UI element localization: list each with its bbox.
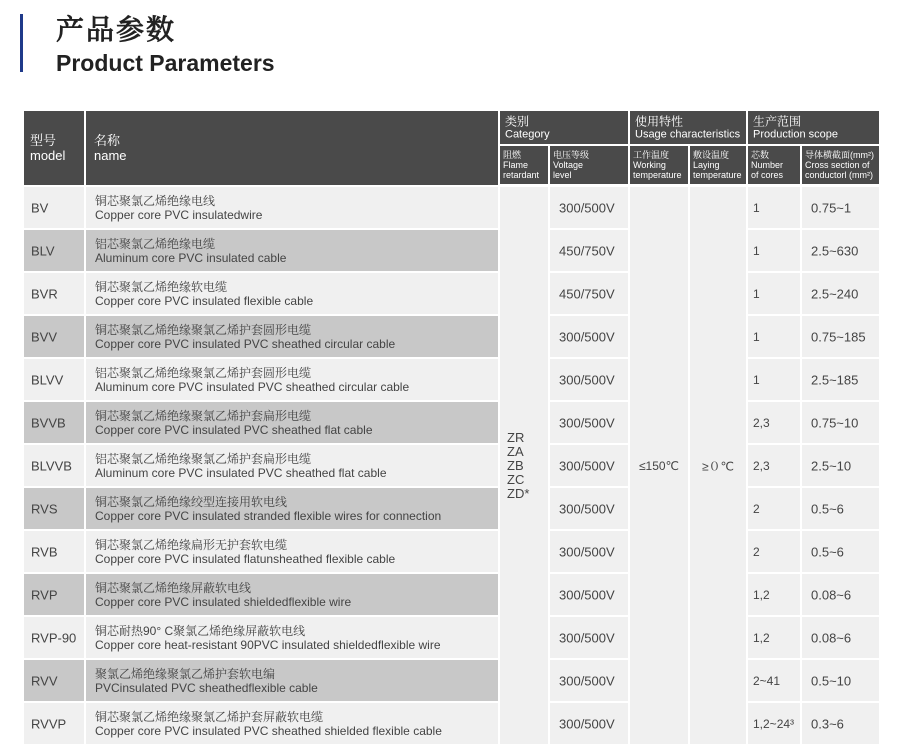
product-name [95,409,373,437]
table-row-model [24,187,84,228]
flame-code: ZC [507,471,525,487]
flame-code: ZD* [507,485,530,501]
cross-section: 0.3~6 [811,716,844,731]
table-row-model [24,617,84,658]
header-usage-cn: 使用特性 [635,114,684,128]
table-row-name [86,531,498,572]
table-row-voltage [550,488,628,529]
header-laying-en1: Laying [693,160,720,170]
table-row-section [802,660,879,701]
table-row-model [24,660,84,701]
voltage-level: 300/500V [559,501,615,516]
header-category [500,111,628,144]
header-voltage-en2: level [553,170,572,180]
header-working-en1: Working [633,160,666,170]
table-row-cores [748,488,800,529]
product-name-cn: 铜芯聚氯乙烯绝缘软电缆 [95,279,228,294]
header-section [802,146,879,184]
product-name [95,495,441,523]
table-row-name [86,273,498,314]
voltage-level: 300/500V [559,630,615,645]
header-category-label [505,115,550,140]
header-cores-cn: 芯数 [751,150,770,160]
voltage-level: 300/500V [559,200,615,215]
table-row-name [86,359,498,400]
product-name [95,667,318,695]
product-name [95,624,441,652]
table-row-cores [748,273,800,314]
table-row-model [24,402,84,443]
product-name-en: PVCinsulated PVC sheathedflexible cable [95,680,318,695]
model-code: RVVP [31,716,67,731]
model-code: BLVVB [31,458,72,473]
number-of-cores: 2~41 [753,673,781,688]
product-name-en: Copper core PVC insulated PVC sheathed circular cable [95,336,396,351]
table-row-model [24,273,84,314]
header-voltage [550,146,628,184]
table-row-section [802,488,879,529]
table-row-cores [748,703,800,744]
number-of-cores: 1 [753,329,760,344]
table-row-cores [748,531,800,572]
product-name-cn: 铜芯聚氯乙烯绝缘电线 [95,193,216,208]
working-temp-value: ≤150℃ [638,458,680,473]
header-production [748,111,879,144]
product-name-en: Copper core PVC insulated PVC sheathed shielded flexible cable [95,723,442,738]
header-section-cn: 导体横截面(mm²) [805,150,874,160]
product-name-en: Aluminum core PVC insulated cable [95,250,287,265]
voltage-level: 300/500V [559,329,615,344]
model-code: RVV [31,673,58,688]
table-row-cores [748,445,800,486]
table-row-voltage [550,574,628,615]
header-laying-label [693,150,742,180]
product-name-en: Aluminum core PVC insulated PVC sheathed flat cable [95,465,387,480]
voltage-level: 300/500V [559,458,615,473]
table-row-voltage [550,531,628,572]
table-row-section [802,445,879,486]
header-working-en2: temperature [633,170,682,180]
product-name-en: Copper core PVC insulatedwire [95,207,263,222]
table-row-name [86,574,498,615]
product-name-en: Aluminum core PVC insulated PVC sheathed circular cable [95,379,410,394]
model-code: RVP-90 [31,630,77,645]
cross-section: 2.5~240 [811,286,859,301]
table-row-name [86,703,498,744]
table-row-voltage [550,617,628,658]
table-row-name [86,187,498,228]
header-model [24,111,84,185]
header-production-cn: 生产范围 [753,114,802,128]
header-cores [748,146,800,184]
header-usage [630,111,746,144]
table-row-section [802,187,879,228]
flame-codes-list [507,431,529,501]
cross-section: 0.75~185 [811,329,866,344]
cross-section: 2.5~630 [811,243,859,258]
header-production-label [753,115,838,140]
table-row-cores [748,316,800,357]
voltage-level: 300/500V [559,716,615,731]
product-name-cn: 铜芯耐热90° C聚氯乙烯绝缘屏蔽软电线 [95,623,306,638]
table-row-model [24,574,84,615]
page-title-en: Product Parameters [56,50,275,76]
table-row-voltage [550,402,628,443]
header-section-en2: conductorl (mm²) [805,170,874,180]
table-row-cores [748,402,800,443]
table-row-cores [748,230,800,271]
model-code: BLVV [31,372,64,387]
product-name [95,581,351,609]
header-name-label [94,133,127,163]
number-of-cores: 2,3 [753,458,770,473]
title-accent-bar [20,14,23,72]
model-code: RVP [31,587,58,602]
header-name [86,111,498,185]
cross-section: 0.75~1 [811,200,852,215]
model-code: BLV [31,243,55,258]
header-usage-en: Usage characteristics [635,128,741,140]
voltage-level: 450/750V [559,286,615,301]
table-row-section [802,574,879,615]
table-row-model [24,703,84,744]
product-name [95,323,395,351]
table-row-name [86,230,498,271]
table-row-section [802,617,879,658]
voltage-level: 300/500V [559,372,615,387]
table-row-cores [748,574,800,615]
header-laying-en2: temperature [693,170,742,180]
table-row-section [802,230,879,271]
cross-section: 0.5~10 [811,673,852,688]
model-code: BVVB [31,415,66,430]
table-row-voltage [550,273,628,314]
table-row-model [24,531,84,572]
table-row-voltage [550,187,628,228]
header-working-cn: 工作温度 [633,150,670,160]
header-cores-en2: of cores [751,170,784,180]
number-of-cores: 2 [753,501,760,516]
table-row-model [24,488,84,529]
table-row-cores [748,660,800,701]
product-name [95,452,387,480]
table-row-model [24,445,84,486]
number-of-cores: 1 [753,372,760,387]
table-row-voltage [550,660,628,701]
table-row-section [802,703,879,744]
header-flame-cn: 阻燃 [503,150,522,160]
model-code: BVV [31,329,58,344]
number-of-cores: 2 [753,544,760,559]
table-row-cores [748,617,800,658]
product-name-cn: 铝芯聚氯乙烯绝缘聚氯乙烯护套扁形电缆 [95,451,312,466]
header-production-en: Production scope [753,128,838,140]
product-name-cn: 铝芯聚氯乙烯绝缘电缆 [95,236,216,251]
cross-section: 2.5~10 [811,458,852,473]
header-flame-en1: Flame [503,160,529,170]
model-code: BVR [31,286,58,301]
cross-section: 0.5~6 [811,501,844,516]
number-of-cores: 2,3 [753,415,770,430]
header-flame-en2: retardant [503,170,540,180]
voltage-level: 450/750V [559,243,615,258]
flame-retardant-codes [500,187,548,744]
working-temperature [630,187,688,744]
table-row-voltage [550,230,628,271]
table-row-section [802,402,879,443]
product-name [95,194,262,222]
table-row-section [802,316,879,357]
product-name-cn: 聚氯乙烯绝缘聚氯乙烯护套软电编 [95,666,276,681]
header-name-cn: 名称 [94,133,121,148]
table-row-name [86,660,498,701]
product-name [95,538,395,566]
model-code: RVS [31,501,58,516]
flame-code: ZB [507,457,524,473]
header-model-cn: 型号 [30,133,57,148]
header-category-cn: 类别 [505,114,530,128]
table-row-section [802,273,879,314]
table-row-voltage [550,316,628,357]
table-row-section [802,359,879,400]
header-laying [690,146,746,184]
header-voltage-label [553,150,589,180]
product-name [95,366,409,394]
header-model-en: model [30,148,66,163]
product-name-en: Copper core heat-resistant 90PVC insulated shieldedflexible wire [95,637,441,652]
product-name-en: Copper core PVC insulated shieldedflexible wire [95,594,352,609]
product-name-cn: 铝芯聚氯乙烯绝缘聚氯乙烯护套圆形电缆 [95,365,312,380]
number-of-cores: 1 [753,243,760,258]
table-row-voltage [550,445,628,486]
table-row-cores [748,187,800,228]
voltage-level: 300/500V [559,415,615,430]
model-code: RVB [31,544,58,559]
product-name [95,237,286,265]
table-row-name [86,445,498,486]
cross-section: 0.75~10 [811,415,859,430]
model-code: BV [31,200,49,215]
product-name-cn: 铜芯聚氯乙烯绝缘屏蔽软电线 [95,580,252,595]
number-of-cores: 1 [753,286,760,301]
table-row-model [24,316,84,357]
header-working-label [633,150,682,180]
laying-temp-value: ≥０℃ [701,459,735,473]
header-working [630,146,688,184]
laying-temperature [690,187,746,744]
voltage-level: 300/500V [559,544,615,559]
product-name [95,710,442,738]
number-of-cores: 1 [753,200,760,215]
header-flame-label [503,150,539,180]
product-name-en: Copper core PVC insulated flexible cable [95,293,314,308]
header-flame [500,146,548,184]
header-model-label [30,133,65,163]
product-name-en: Copper core PVC insulated PVC sheathed flat cable [95,422,373,437]
header-cores-en1: Number [751,160,784,170]
cross-section: 0.08~6 [811,587,852,602]
product-name-cn: 铜芯聚氯乙烯绝缘聚氯乙烯护套圆形电缆 [95,322,312,337]
product-name-en: Copper core PVC insulated stranded flexible wires for connection [95,508,442,523]
voltage-level: 300/500V [559,587,615,602]
header-section-label [805,150,874,180]
header-section-en1: Cross section of [805,160,870,170]
table-row-voltage [550,359,628,400]
voltage-level: 300/500V [559,673,615,688]
table-row-voltage [550,703,628,744]
number-of-cores: 1,2~24³ [753,716,795,731]
product-name-cn: 铜芯聚氯乙烯绝缘扁形无护套软电缆 [95,537,288,552]
cross-section: 2.5~185 [811,372,859,387]
number-of-cores: 1,2 [753,630,770,645]
table-row-section [802,531,879,572]
header-voltage-cn: 电压等级 [553,150,590,160]
cross-section: 0.5~6 [811,544,844,559]
product-name-en: Copper core PVC insulated flatunsheathed flexible cable [95,551,396,566]
product-name-cn: 铜芯聚氯乙烯绝缘绞型连接用软电线 [95,494,288,509]
product-name [95,280,313,308]
flame-code: ZA [507,443,524,459]
product-name-cn: 铜芯聚氯乙烯绝缘聚氯乙烯护套屏蔽软电缆 [95,709,324,724]
product-name-cn: 铜芯聚氯乙烯绝缘聚氯乙烯护套扁形电缆 [95,408,312,423]
product-parameters-table [24,111,879,741]
table-row-name [86,316,498,357]
header-voltage-en1: Voltage [553,160,584,170]
table-row-model [24,359,84,400]
table-row-name [86,617,498,658]
number-of-cores: 1,2 [753,587,770,602]
header-name-en: name [94,148,127,163]
cross-section: 0.08~6 [811,630,852,645]
flame-code: ZR [507,429,525,445]
table-row-name [86,402,498,443]
table-row-model [24,230,84,271]
header-laying-cn: 敷设温度 [693,150,730,160]
table-row-cores [748,359,800,400]
header-usage-label [635,115,740,140]
header-category-en: Category [505,128,550,140]
header-cores-label [751,150,783,180]
table-row-name [86,488,498,529]
page-title-cn: 产品参数 [56,13,177,46]
